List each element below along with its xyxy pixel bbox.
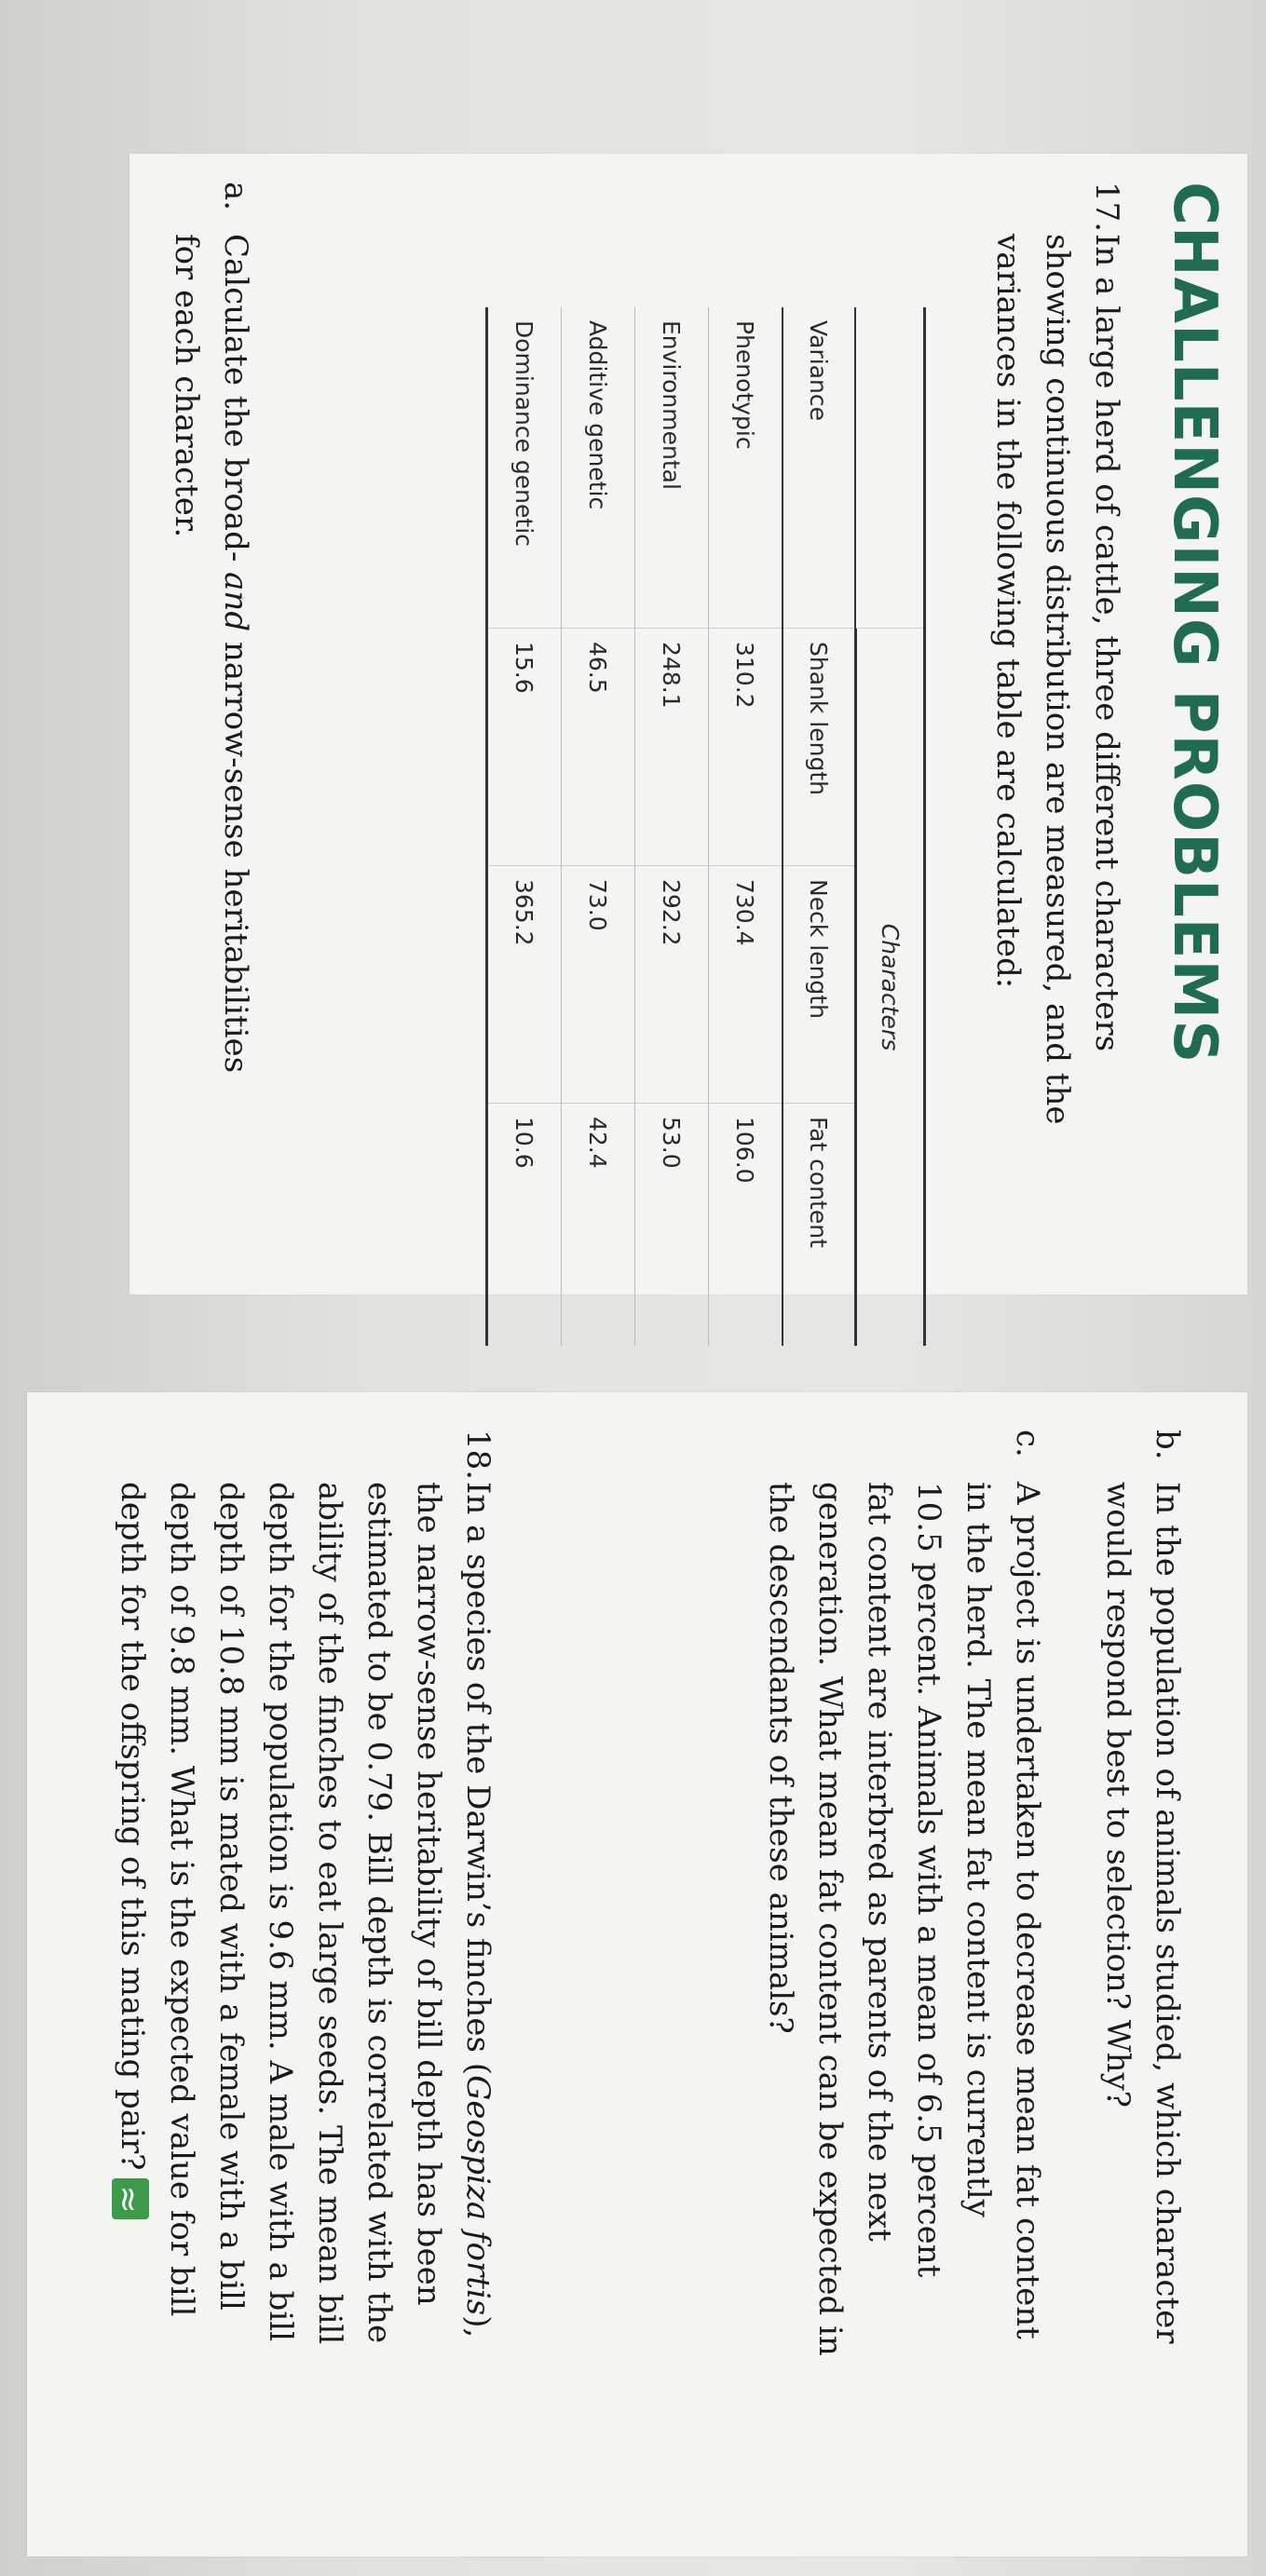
table-header-row xyxy=(782,307,854,1346)
problem-17-line-1: 17.In a large herd of cattle, three different characters xyxy=(1082,182,1131,1262)
col-header: Neck length xyxy=(783,866,854,1104)
problem-17-number: 17. xyxy=(1088,182,1125,233)
characters-header: Characters xyxy=(856,629,923,1346)
table-cell: Additive genetic xyxy=(562,307,634,629)
problem-18-line: ability of the finches to eat large seeds. The mean bill xyxy=(311,1482,348,2345)
table-cell: 292.2 xyxy=(635,866,708,1104)
part-c-label: c. xyxy=(1009,1430,1046,1457)
col-header: Variance xyxy=(783,307,854,629)
table-corner xyxy=(856,307,923,629)
col-header: Shank length xyxy=(783,629,854,866)
part-c-line: 10.5 percent. Animals with a mean of 6.5 percent xyxy=(910,1482,947,2278)
part-c xyxy=(756,1430,1052,2529)
right-panel xyxy=(27,1392,1247,2556)
table-cell: 10.6 xyxy=(510,1117,538,1169)
part-c-line: in the herd. The mean fat content is currently xyxy=(960,1482,997,2217)
problem-17 xyxy=(983,182,1131,1262)
problem-18 xyxy=(107,1430,502,2529)
homework-icon[interactable] xyxy=(112,2178,149,2219)
table-cell: 365.2 xyxy=(488,866,561,1104)
problem-17-line-2: showing continuous distribution are measured, and the xyxy=(1039,234,1076,1125)
part-a xyxy=(161,182,260,1262)
part-c-line: generation. What mean fat content can be expected in xyxy=(811,1482,849,2356)
table-row xyxy=(488,307,561,1346)
problem-18-line: estimated to be 0.79. Bill depth is correlated with the xyxy=(361,1482,398,2344)
problem-18-line: depth of 10.8 mm is mated with a female with a bill xyxy=(212,1482,250,2311)
table-cell: 53.0 xyxy=(658,1117,686,1169)
section-heading: CHALLENGING PROBLEMS xyxy=(1160,182,1229,1064)
part-a-line-2: for each character. xyxy=(168,234,205,538)
part-c-line: the descendants of these animals? xyxy=(762,1482,799,2034)
table-cell: 46.5 xyxy=(562,629,634,866)
problem-18-line-1: 18.In a species of the Darwin’s finches (Geospiza fortis), xyxy=(453,1430,502,2529)
problem-18-last-line: depth for the offspring of this mating pair?≈ xyxy=(107,1430,157,2529)
part-b xyxy=(1093,1430,1191,2529)
table-cell: 73.0 xyxy=(562,866,634,1104)
problem-17-line-3: variances in the following table are calculated: xyxy=(989,234,1027,989)
table-row xyxy=(634,307,708,1346)
table-cell: Dominance genetic xyxy=(488,307,561,629)
table-cell: Environmental xyxy=(635,307,708,629)
part-b-line-1: b.In the population of animals studied, which character xyxy=(1142,1430,1191,2529)
part-a-line-1: a.Calculate the broad- and narrow-sense heritabilities xyxy=(211,182,260,1262)
variance-table xyxy=(485,307,926,1346)
table-cell: 248.1 xyxy=(635,629,708,866)
part-b-line-2: would respond best to selection? Why? xyxy=(1099,1482,1137,2108)
problem-18-number: 18. xyxy=(459,1430,497,1481)
part-b-label: b. xyxy=(1149,1430,1186,1460)
problem-18-line: the narrow-sense heritability of bill depth has been xyxy=(410,1482,447,2306)
part-c-line-1: c.A project is undertaken to decrease mean fat content xyxy=(1002,1430,1052,2529)
table-cell: 106.0 xyxy=(731,1117,759,1184)
table-row xyxy=(561,307,634,1346)
left-panel xyxy=(129,154,1247,1295)
part-a-label: a. xyxy=(217,182,254,211)
table-cell: Phenotypic xyxy=(709,307,782,629)
table-row xyxy=(708,307,782,1346)
part-c-line: fat content are interbred as parents of the next xyxy=(861,1482,898,2242)
table-cell: 730.4 xyxy=(709,866,782,1104)
table-group-header-row xyxy=(854,307,923,1346)
col-header: Fat content xyxy=(805,1117,833,1248)
problem-18-line: depth for the population is 9.6 mm. A male with a bill xyxy=(262,1482,299,2341)
table-cell: 42.4 xyxy=(584,1117,612,1169)
table-cell: 310.2 xyxy=(709,629,782,866)
problem-18-line: depth of 9.8 mm. What is the expected value for bill xyxy=(163,1482,200,2317)
table-cell: 15.6 xyxy=(488,629,561,866)
